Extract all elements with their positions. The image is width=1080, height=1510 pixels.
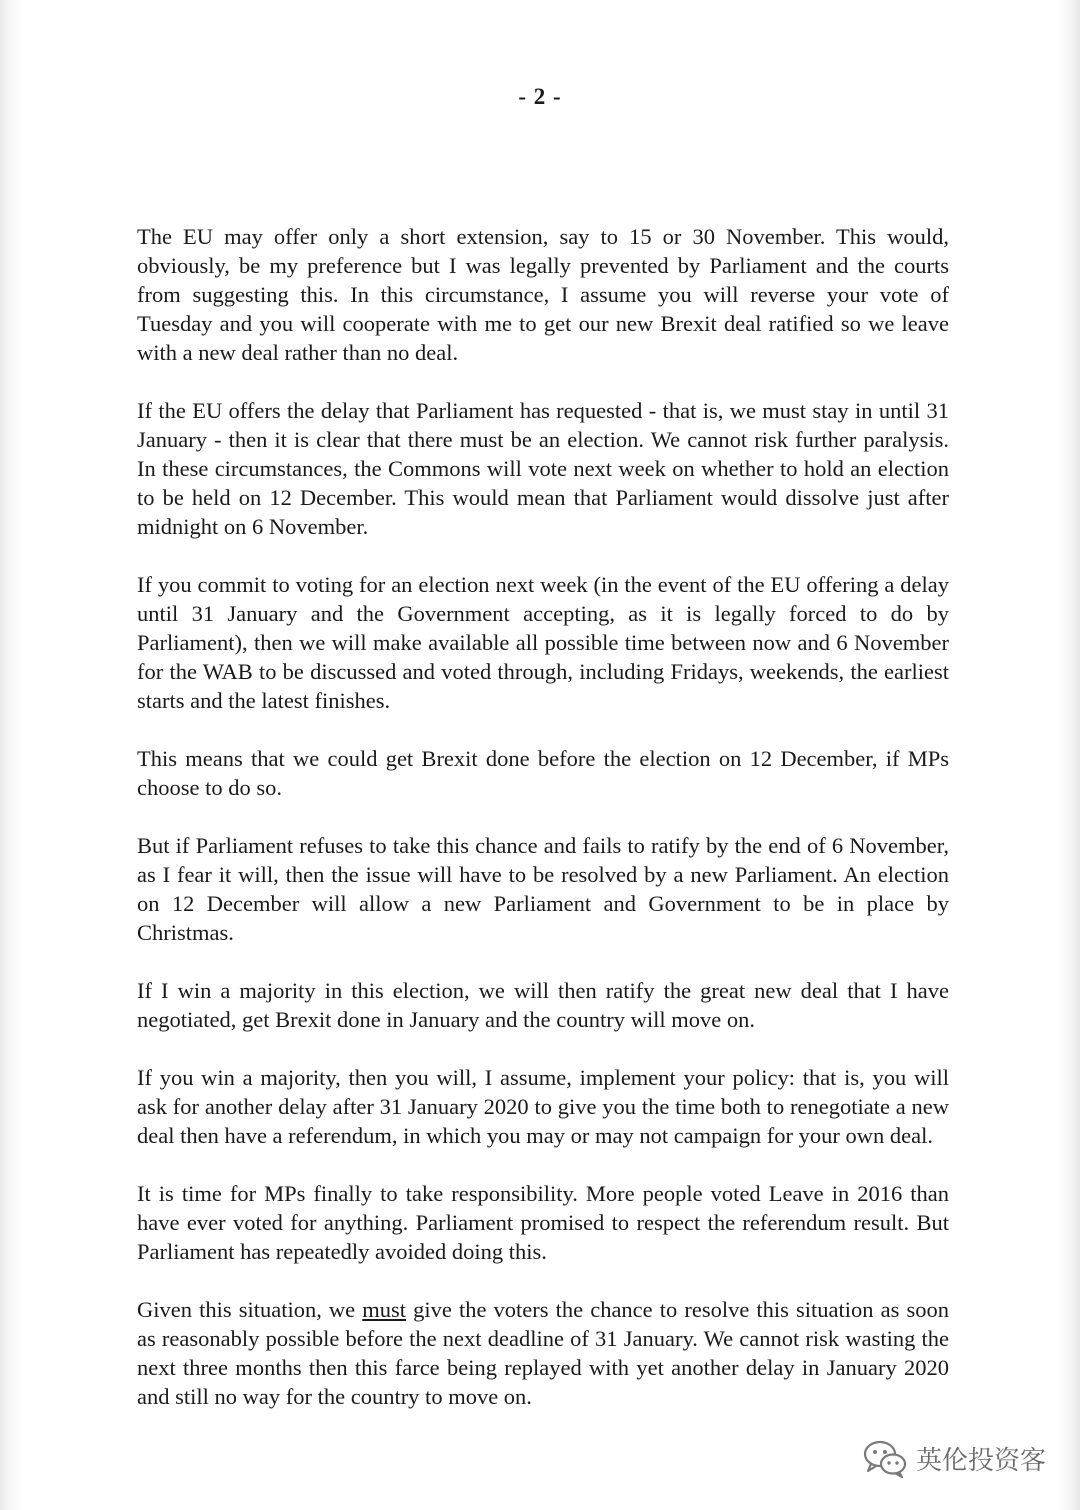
- final-paragraph-end: give the voters the chance to resolve this situation as soon as reasonably possible before the next deadline of 31 January. We cannot risk wasting the next three months then this farce being replayed with yet another delay in January 2020 and still no way for the country to move on.: [137, 1297, 949, 1409]
- watermark: [862, 1438, 1046, 1478]
- paragraph: It is time for MPs finally to take responsibility. More people voted Leave in 2016 than have ever voted for anything. Parliament promised to respect the referendum result. But Parliament has repeatedly avoided doing this.: [137, 1181, 949, 1264]
- page-number: - 2 -: [518, 84, 562, 109]
- letter-body: [137, 222, 949, 1440]
- final-paragraph-start: Given this situation, we: [137, 1297, 363, 1322]
- paragraph: If you commit to voting for an election next week (in the event of the EU offering a delay until 31 January and the Government accepting, as it is legally forced to do by Parliament), then we will make available all possible time between now and 6 November for the WAB to be discussed and voted through, including Fridays, weekends, the earliest starts and the latest finishes.: [137, 572, 949, 713]
- underlined-word: must: [362, 1297, 407, 1322]
- paragraph: But if Parliament refuses to take this chance and fails to ratify by the end of 6 November, as I fear it will, then the issue will have to be resolved by a new Parliament. An election on 12 December will allow a new Parliament and Government to be in place by Christmas.: [137, 833, 949, 945]
- paragraph: If you win a majority, then you will, I assume, implement your policy: that is, you will ask for another delay after 31 January 2020 to give you the time both to renegotiate a new deal then have a referendum, in which you may or may not campaign for your own deal.: [137, 1065, 949, 1148]
- final-paragraph: [137, 1295, 949, 1411]
- paragraph: This means that we could get Brexit done before the election on 12 December, if MPs choose to do so.: [137, 746, 949, 800]
- paragraph: The EU may offer only a short extension, say to 15 or 30 November. This would, obviously, be my preference but I was legally prevented by Parliament and the courts from suggesting this. In this circumstance, I assume you will reverse your vote of Tuesday and you will cooperate with me to get our new Brexit deal ratified so we leave with a new deal rather than no deal.: [137, 224, 949, 365]
- paragraph: If I win a majority in this election, we will then ratify the great new deal that I have negotiated, get Brexit done in January and the country will move on.: [137, 978, 949, 1032]
- watermark-text: 英伦投资客: [915, 1445, 1046, 1476]
- wechat-icon: [862, 1438, 908, 1478]
- paragraph: If the EU offers the delay that Parliament has requested - that is, we must stay in until 31 January - then it is clear that there must be an election. We cannot risk further paralysis. In these circumstances, the Commons will vote next week on whether to hold an election to be held on 12 December. This would mean that Parliament would dissolve just after midnight on 6 November.: [137, 398, 949, 539]
